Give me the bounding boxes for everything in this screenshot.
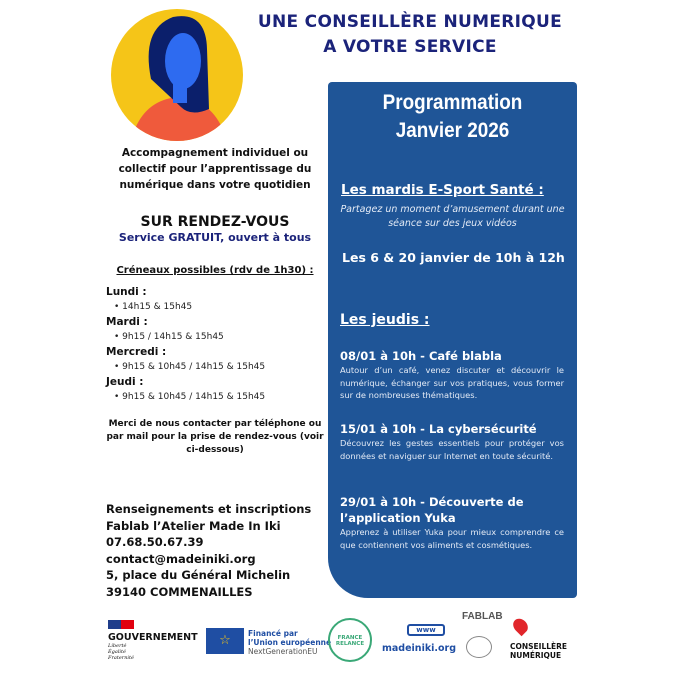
advisor-illustration (111, 9, 243, 141)
rdv-heading: SUR RENDEZ-VOUS (140, 214, 290, 230)
brain-icon (466, 636, 492, 658)
fablab-logo: FABLAB (462, 611, 503, 622)
tuesday-dates: Les 6 & 20 janvier de 10h à 12h (342, 250, 565, 265)
location-pin-icon (510, 616, 531, 637)
slot-day: Mardi : (106, 316, 148, 328)
event-3: 29/01 à 10h - Découverte de l’application Yuka Apprenez à utiliser Yuka pour mieux comprendre ce que contiennent vos aliments et cosmétiques. (340, 495, 564, 550)
slot-times: • 9h15 & 10h45 / 14h15 & 15h45 (114, 362, 266, 372)
event-1: 08/01 à 10h - Café blabla Autour d’un café, venez discuter et découvrir le numérique, échanger sur vos pratiques, vous former sur de nombreuses thématiques. (340, 349, 564, 400)
event-2: 15/01 à 10h - La cybersécurité Découvrez les gestes essentiels pour protéger vos données et naviguer sur Internet en toute sécurité. (340, 422, 564, 461)
phone[interactable]: 07.68.50.67.39 (106, 535, 204, 549)
program-title: Programmation Janvier 2026 (382, 91, 523, 142)
flag-icon (108, 620, 134, 629)
slot-day: Mercredi : (106, 346, 167, 358)
thursday-heading: Les jeudis : (340, 312, 430, 328)
slot-day: Jeudi : (106, 376, 144, 388)
conseillere-numerique-logo: CONSEILLÈRE NUMÉRIQUE (510, 642, 568, 660)
slot-times: • 14h15 & 15h45 (114, 302, 193, 312)
madeiniki-link[interactable]: madeiniki.org (382, 643, 457, 654)
gouvernement-logo: GOUVERNEMENT Liberté Égalité Fraternité (108, 620, 198, 661)
contact-note: Merci de nous contacter par téléphone ou par mail pour la prise de rendez-vous (voir ci-dessous) (106, 419, 324, 455)
page-title: UNE CONSEILLÈRE NUMERIQUE A VOTRE SERVICE (257, 12, 563, 57)
tuesday-desc: Partagez un moment d’amusement durant une séance sur des jeux vidéos (340, 204, 565, 229)
email[interactable]: contact@madeiniki.org (106, 551, 256, 566)
intro-text: Accompagnement individuel ou collectif pour l’apprentissage du numérique dans votre quotidien (118, 147, 312, 191)
contact-block: Renseignements et inscriptions Fablab l’Atelier Made In Iki 07.68.50.67.39 contact@madeiniki.org 5, place du Général Michelin 39140 COMMENAILLES (106, 502, 312, 599)
slots-heading: Créneaux possibles (rdv de 1h30) : (116, 265, 314, 276)
slot-day: Lundi : (106, 286, 147, 298)
slot-times: • 9h15 & 10h45 / 14h15 & 15h45 (114, 392, 266, 402)
program-panel (328, 82, 577, 598)
slots-list (106, 285, 326, 405)
france-relance-logo: FRANCE RELANCE (328, 618, 372, 662)
tuesday-heading: Les mardis E-Sport Santé : (341, 182, 544, 198)
eu-flag-icon: ☆ (206, 628, 244, 654)
slot-times: • 9h15 / 14h15 & 15h45 (114, 332, 224, 342)
eu-logo: Financé par l’Union européenne NextGenerationEU (248, 629, 332, 656)
www-icon: www (407, 624, 445, 636)
service-text: Service GRATUIT, ouvert à tous (118, 231, 312, 244)
